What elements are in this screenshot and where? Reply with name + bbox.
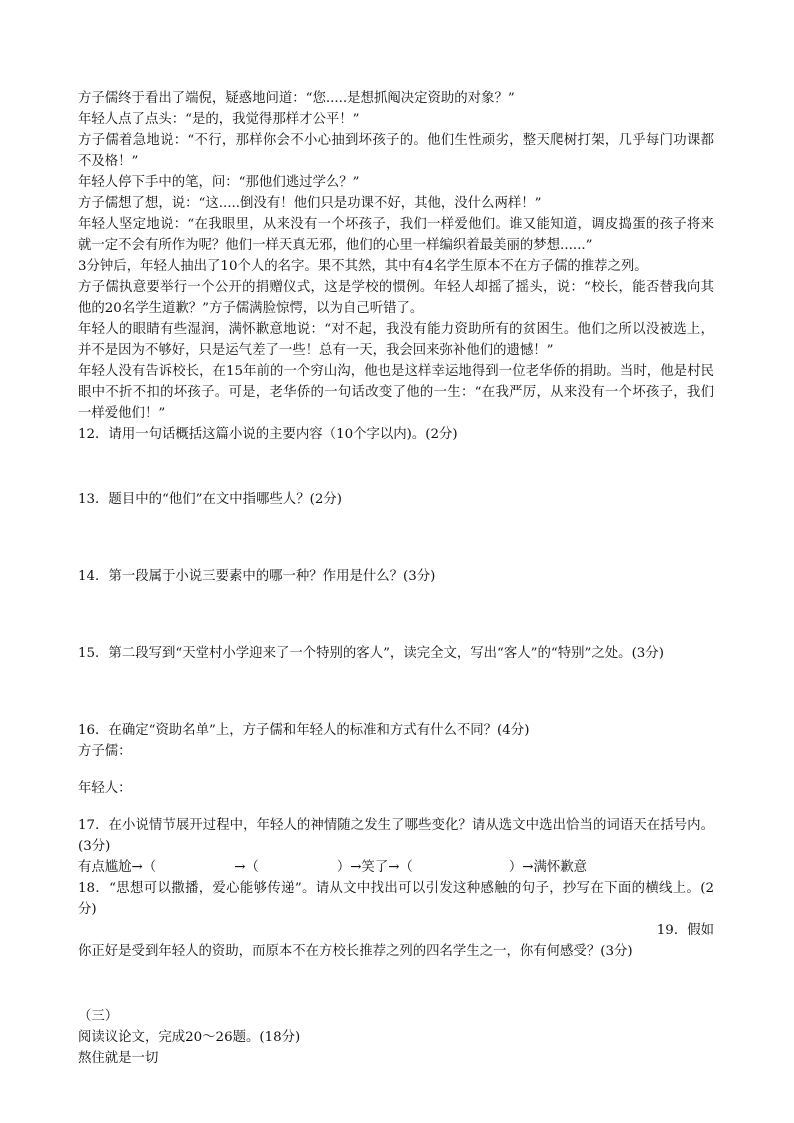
passage-paragraph: 年轻人点了点头：“是的，我觉得那样才公平！” <box>78 112 360 127</box>
question-15: 15．第二段写到“天堂村小学迎来了一个特别的客人”，读完全文，写出“客人”的“特别”之处。(3分) <box>78 646 664 661</box>
answer-label-young-man: 年轻人： <box>78 781 132 796</box>
answer-space <box>78 962 714 1006</box>
answer-space <box>78 664 714 720</box>
passage-paragraph: 年轻人停下手中的笔，问：“那他们逃过学么？” <box>78 175 360 190</box>
passage-paragraph: 3分钟后，年轻人抽出了10个人的名字。果不其然，其中有4名学生原本不在方子儒的推荐之列。 <box>78 259 648 274</box>
answer-space <box>78 445 714 489</box>
essay-title: 熬住就是一切 <box>78 1051 159 1066</box>
passage-paragraph: 方子儒执意要举行一个公开的捐赠仪式，这是学校的惯例。年轻人却摇了摇头，说：“校长，能否替我向其他的20名学生道歉？”方子儒满脸惊愕，以为自己听错了。 <box>78 280 714 316</box>
passage-paragraph: 方子儒终于看出了端倪，疑惑地问道：“您.....是想抓阄决定资助的对象？” <box>78 91 515 106</box>
section-label: （三） <box>78 1009 119 1024</box>
question-18: 18．“思想可以撒播，爱心能够传递”。请从文中找出可以引发这种感触的句子，抄写在下面的横线上。(2分) <box>78 881 714 917</box>
passage-paragraph: 年轻人没有告诉校长，在15年前的一个穷山沟，他也是这样幸运地得到一位老华侨的捐助。当时，他是村民眼中不折不扣的坏孩子。可是，老华侨的一句话改变了他的一生：“在我严厉，从来没有一个坏孩子，我们一样爱他们！” <box>78 364 714 421</box>
answer-space <box>78 799 714 815</box>
passage-paragraph: 方子儒着急地说：“不行，那样你会不小心抽到坏孩子的。他们生性顽劣，整天爬树打架，几乎每门功课都不及格！” <box>78 133 714 169</box>
emotion-chain <box>78 857 714 878</box>
question-17: 17．在小说情节展开过程中，年轻人的神情随之发生了哪些变化？请从选文中选出恰当的词语天在括号内。(3分) <box>78 818 714 854</box>
question-19: 你正好是受到年轻人的资助，而原本不在方校长推荐之列的四名学生之一，你有何感受？(3分) <box>78 944 633 959</box>
answer-space <box>78 587 714 643</box>
question-16: 16．在确定“资助名单”上，方子儒和年轻人的标准和方式有什么不同？(4分) <box>78 723 530 738</box>
chain-start: 有点尴尬→（ <box>78 860 157 875</box>
question-13: 13．题目中的“他们”在文中指哪些人？(2分) <box>78 492 342 507</box>
document-page <box>78 88 714 1069</box>
passage-paragraph: 年轻人的眼睛有些湿润，满怀歉意地说：“对不起，我没有能力资助所有的贫困生。他们之所以没被选上，并不是因为不够好，只是运气差了一些！总有一天，我会回来弥补他们的遗憾！” <box>78 322 714 358</box>
passage-paragraph: 年轻人坚定地说：“在我眼里，从来没有一个坏孩子，我们一样爱他们。谁又能知道，调皮捣蛋的孩子将来就一定不会有所作为呢？他们一样天真无邪，他们的心里一样编织着最美丽的梦想......” <box>78 217 714 253</box>
section-instruction: 阅读议论文，完成20～26题。(18分) <box>78 1030 301 1045</box>
answer-label-fangziru: 方子儒： <box>78 744 132 759</box>
question-14: 14．第一段属于小说三要素中的哪一种？作用是什么？(3分) <box>78 569 436 584</box>
passage-paragraph: 方子儒想了想，说：“这.....倒没有！他们只是功课不好，其他，没什么两样！” <box>78 196 542 211</box>
answer-space <box>78 762 714 778</box>
question-19-number: 19．假如 <box>656 923 714 938</box>
answer-space <box>78 510 714 566</box>
chain-middle: ）→笑了→（ <box>336 860 413 875</box>
chain-arrow: →（ <box>234 860 259 875</box>
question-12: 12．请用一句话概括这篇小说的主要内容（10个字以内)。(2分) <box>78 427 458 442</box>
chain-end: ）→满怀歉意 <box>508 860 588 875</box>
